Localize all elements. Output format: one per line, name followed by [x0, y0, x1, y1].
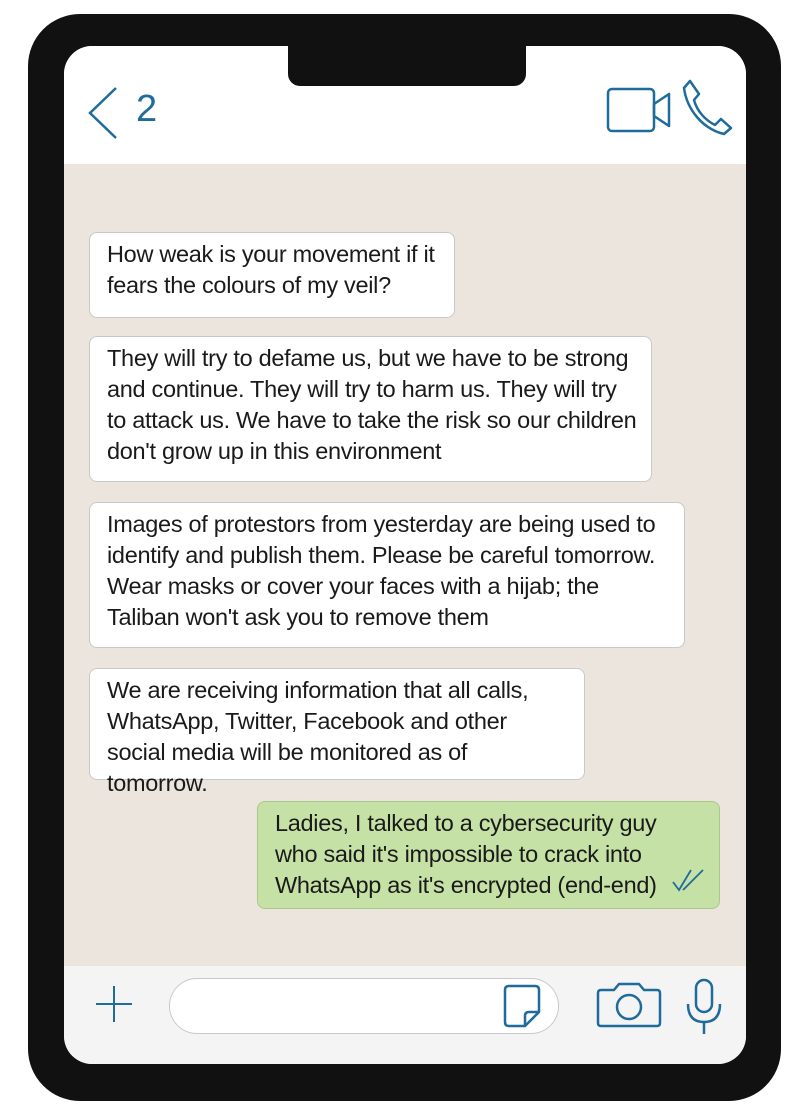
- chat-screen: [64, 46, 746, 1064]
- phone-notch: [288, 46, 526, 86]
- message-text: They will try to defame us, but we have to be strong and continue. They will try to harm us. They will try to attack us. We have to take the risk so our children don't grow up in this environment: [107, 345, 637, 464]
- message-text: How weak is your movement if it fears the colours of my veil?: [107, 241, 435, 298]
- phone-icon[interactable]: [681, 78, 733, 136]
- microphone-icon[interactable]: [684, 978, 724, 1038]
- message-bubble-incoming[interactable]: [89, 502, 685, 648]
- message-bubble-incoming[interactable]: [89, 668, 585, 796]
- message-text: We are receiving information that all calls, WhatsApp, Twitter, Facebook and other social media will be monitored as of tomorrow.: [107, 677, 529, 796]
- video-camera-icon[interactable]: [606, 86, 672, 134]
- unread-count[interactable]: 2: [136, 88, 158, 130]
- message-bubble-incoming[interactable]: [89, 336, 652, 482]
- sticker-icon[interactable]: [501, 984, 543, 1028]
- read-receipt-double-check-icon: [671, 868, 705, 892]
- plus-icon[interactable]: [94, 984, 134, 1024]
- chat-input-bar: [64, 966, 746, 1064]
- message-bubble-incoming[interactable]: [89, 232, 455, 318]
- message-text: Images of protestors from yesterday are being used to identify and publish them. Please be careful tomorrow. Wear masks or cover your faces with a hijab; the Taliban won't ask you to remove them: [107, 511, 656, 630]
- chevron-left-icon[interactable]: [86, 86, 120, 140]
- message-bubble-outgoing[interactable]: [257, 801, 720, 909]
- camera-icon[interactable]: [596, 982, 662, 1028]
- message-text: Ladies, I talked to a cybersecurity guy who said it's impossible to crack into WhatsApp as it's encrypted (end-end): [275, 810, 657, 898]
